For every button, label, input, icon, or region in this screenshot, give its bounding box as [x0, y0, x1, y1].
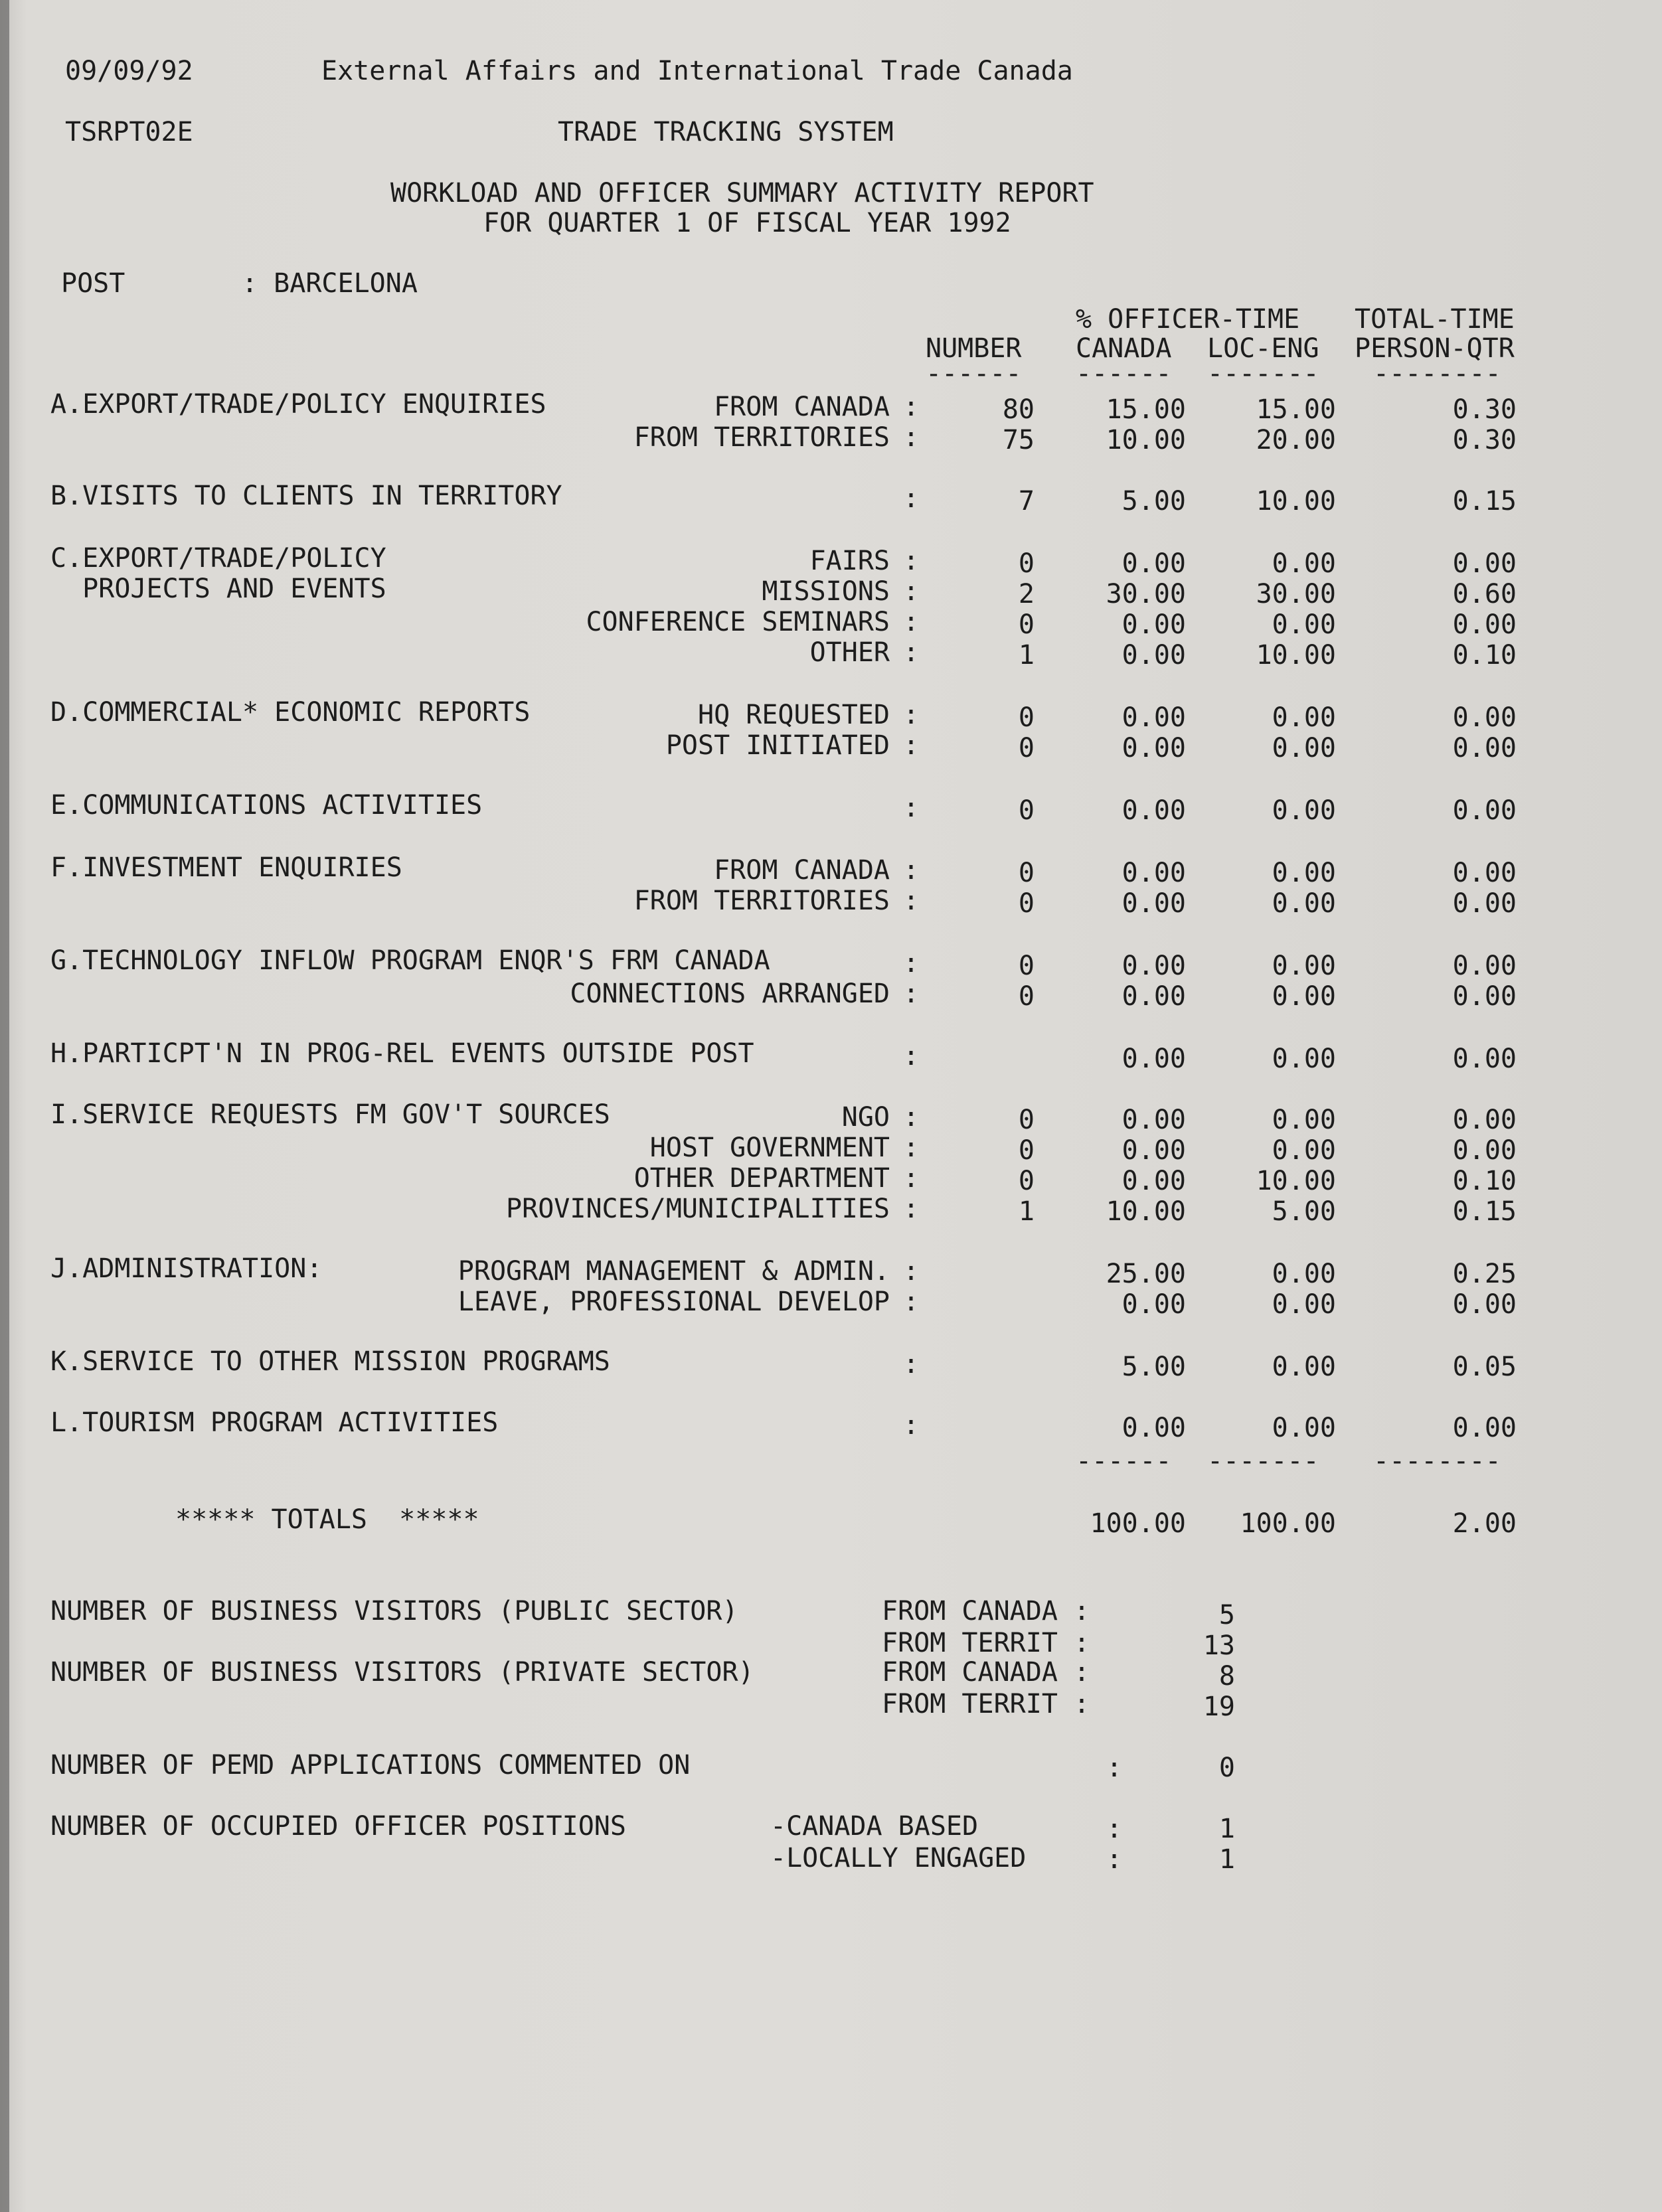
row-canada-pct: 10.00	[1106, 1196, 1186, 1227]
row-colon: :	[903, 1163, 920, 1194]
row-person-qtr: 0.00	[1452, 1105, 1517, 1135]
row-category: I.SERVICE REQUESTS FM GOV'T SOURCES	[50, 1099, 610, 1130]
row-loc-eng-pct: 0.00	[1272, 733, 1336, 763]
row-subcategory: OTHER	[809, 637, 890, 668]
row-canada-pct: 0.00	[1122, 702, 1186, 733]
row-canada-pct: 0.00	[1122, 1166, 1186, 1196]
row-subcategory: MISSIONS	[762, 576, 890, 607]
row-number: 75	[1002, 425, 1035, 455]
totals-rule: -------	[1207, 1446, 1319, 1476]
row-loc-eng-pct: 0.00	[1272, 1289, 1336, 1320]
row-loc-eng-pct: 0.00	[1272, 1105, 1336, 1135]
row-colon: :	[903, 855, 920, 886]
public-territ-value: 13	[1203, 1630, 1235, 1661]
loc-eng-header: LOC-ENG	[1207, 333, 1319, 364]
row-number: 7	[1018, 486, 1035, 516]
row-category: G.TECHNOLOGY INFLOW PROGRAM ENQR'S FRM CANADA	[50, 945, 770, 976]
positions-label: NUMBER OF OCCUPIED OFFICER POSITIONS	[50, 1811, 626, 1842]
department-name: External Affairs and International Trade Canada	[321, 56, 1073, 86]
row-canada-pct: 0.00	[1122, 640, 1186, 671]
row-person-qtr: 0.15	[1452, 1196, 1517, 1227]
row-person-qtr: 0.00	[1452, 795, 1517, 826]
row-person-qtr: 0.10	[1452, 1166, 1517, 1196]
row-canada-pct: 5.00	[1122, 1352, 1186, 1382]
pemd-value: 0	[1218, 1753, 1235, 1783]
row-subcategory: FROM TERRITORIES	[633, 422, 890, 453]
post-value: : BARCELONA	[242, 268, 418, 299]
header-rule: ------	[1076, 358, 1172, 389]
row-category: F.INVESTMENT ENQUIRIES	[50, 852, 402, 883]
row-loc-eng-pct: 10.00	[1256, 486, 1336, 516]
row-canada-pct: 0.00	[1122, 888, 1186, 919]
row-colon: :	[903, 392, 920, 422]
row-canada-pct: 0.00	[1122, 1289, 1186, 1320]
row-colon: :	[903, 793, 920, 823]
row-loc-eng-pct: 0.00	[1272, 548, 1336, 579]
row-loc-eng-pct: 0.00	[1272, 1352, 1336, 1382]
public-from-canada: FROM CANADA :	[882, 1596, 1090, 1626]
row-loc-eng-pct: 20.00	[1256, 425, 1336, 455]
row-canada-pct: 5.00	[1122, 486, 1186, 516]
row-canada-pct: 0.00	[1122, 733, 1186, 763]
row-colon: :	[903, 1256, 920, 1287]
row-loc-eng-pct: 0.00	[1272, 1259, 1336, 1289]
row-canada-pct: 25.00	[1106, 1259, 1186, 1289]
row-colon: :	[903, 948, 920, 979]
row-canada-pct: 0.00	[1122, 981, 1186, 1012]
row-category: B.VISITS TO CLIENTS IN TERRITORY	[50, 481, 562, 511]
row-category: J.ADMINISTRATION:	[50, 1253, 323, 1284]
row-person-qtr: 0.25	[1452, 1259, 1517, 1289]
row-subcategory: PROGRAM MANAGEMENT & ADMIN.	[457, 1256, 890, 1287]
row-number: 0	[1018, 1135, 1035, 1166]
row-person-qtr: 0.00	[1452, 609, 1517, 640]
totals-person-qtr: 2.00	[1452, 1508, 1517, 1539]
row-colon: :	[903, 1041, 920, 1071]
row-subcategory: FAIRS	[809, 546, 890, 576]
row-person-qtr: 0.00	[1452, 951, 1517, 981]
canada-header: CANADA	[1076, 333, 1172, 364]
row-category: PROJECTS AND EVENTS	[50, 574, 386, 604]
row-category: L.TOURISM PROGRAM ACTIVITIES	[50, 1407, 499, 1438]
canada-based-value: 1	[1218, 1814, 1235, 1844]
row-colon: :	[903, 1287, 920, 1317]
row-colon: :	[903, 546, 920, 576]
row-person-qtr: 0.00	[1452, 858, 1517, 888]
row-canada-pct: 30.00	[1106, 579, 1186, 609]
totals-loc-eng: 100.00	[1240, 1508, 1336, 1539]
row-colon: :	[903, 576, 920, 607]
row-canada-pct: 0.00	[1122, 609, 1186, 640]
row-loc-eng-pct: 0.00	[1272, 1135, 1336, 1166]
row-loc-eng-pct: 0.00	[1272, 981, 1336, 1012]
row-person-qtr: 0.00	[1452, 702, 1517, 733]
locally-engaged-label: -LOCALLY ENGAGED	[770, 1843, 1027, 1873]
row-loc-eng-pct: 0.00	[1272, 858, 1336, 888]
row-loc-eng-pct: 0.00	[1272, 1413, 1336, 1443]
row-colon: :	[903, 730, 920, 761]
post-label: POST	[61, 268, 125, 299]
row-number: 0	[1018, 548, 1035, 579]
row-colon: :	[903, 886, 920, 916]
row-colon: :	[903, 637, 920, 668]
row-person-qtr: 0.15	[1452, 486, 1517, 516]
row-number: 0	[1018, 888, 1035, 919]
pemd-label: NUMBER OF PEMD APPLICATIONS COMMENTED ON	[50, 1750, 691, 1780]
row-loc-eng-pct: 5.00	[1272, 1196, 1336, 1227]
totals-canada: 100.00	[1090, 1508, 1186, 1539]
row-subcategory: CONNECTIONS ARRANGED	[570, 979, 890, 1009]
locally-engaged-colon: :	[1106, 1844, 1123, 1875]
row-number: 0	[1018, 795, 1035, 826]
private-from-territ: FROM TERRIT :	[882, 1689, 1090, 1719]
total-time-header: TOTAL-TIME	[1355, 304, 1515, 335]
row-canada-pct: 0.00	[1122, 1044, 1186, 1074]
row-loc-eng-pct: 0.00	[1272, 1044, 1336, 1074]
row-colon: :	[903, 1102, 920, 1133]
row-person-qtr: 0.00	[1452, 1135, 1517, 1166]
row-subcategory: PROVINCES/MUNICIPALITIES	[506, 1194, 890, 1224]
row-number: 0	[1018, 858, 1035, 888]
totals-rule: ------	[1076, 1446, 1172, 1476]
row-subcategory: FROM TERRITORIES	[633, 886, 890, 916]
row-colon: :	[903, 422, 920, 453]
report-title: WORKLOAD AND OFFICER SUMMARY ACTIVITY REPORT	[390, 178, 1094, 208]
row-subcategory: NGO	[841, 1102, 890, 1133]
canada-based-colon: :	[1106, 1814, 1123, 1844]
private-from-canada: FROM CANADA :	[882, 1657, 1090, 1688]
row-loc-eng-pct: 0.00	[1272, 951, 1336, 981]
row-canada-pct: 0.00	[1122, 795, 1186, 826]
public-canada-value: 5	[1218, 1600, 1235, 1630]
report-code: TSRPT02E	[65, 117, 193, 147]
row-number: 0	[1018, 1105, 1035, 1135]
header-rule: ------	[926, 358, 1022, 389]
row-person-qtr: 0.00	[1452, 981, 1517, 1012]
row-number: 0	[1018, 1166, 1035, 1196]
person-qtr-header: PERSON-QTR	[1355, 333, 1515, 364]
row-subcategory: LEAVE, PROFESSIONAL DEVELOP	[457, 1287, 890, 1317]
row-loc-eng-pct: 0.00	[1272, 609, 1336, 640]
visitors-private-label: NUMBER OF BUSINESS VISITORS (PRIVATE SECTOR)	[50, 1657, 754, 1688]
row-number: 1	[1018, 640, 1035, 671]
row-person-qtr: 0.30	[1452, 394, 1517, 425]
row-loc-eng-pct: 10.00	[1256, 640, 1336, 671]
pemd-colon: :	[1106, 1753, 1123, 1783]
row-number: 1	[1018, 1196, 1035, 1227]
row-person-qtr: 0.00	[1452, 548, 1517, 579]
row-colon: :	[903, 483, 920, 514]
row-number: 80	[1002, 394, 1035, 425]
row-category: H.PARTICPT'N IN PROG-REL EVENTS OUTSIDE POST	[50, 1038, 754, 1069]
row-number: 0	[1018, 609, 1035, 640]
row-canada-pct: 0.00	[1122, 1413, 1186, 1443]
row-person-qtr: 0.60	[1452, 579, 1517, 609]
public-from-territ: FROM TERRIT :	[882, 1628, 1090, 1658]
row-canada-pct: 15.00	[1106, 394, 1186, 425]
row-subcategory: POST INITIATED	[665, 730, 890, 761]
locally-engaged-value: 1	[1218, 1844, 1235, 1875]
row-canada-pct: 0.00	[1122, 1135, 1186, 1166]
row-number: 0	[1018, 702, 1035, 733]
row-number: 0	[1018, 981, 1035, 1012]
visitors-public-label: NUMBER OF BUSINESS VISITORS (PUBLIC SECTOR)	[50, 1596, 738, 1626]
row-canada-pct: 0.00	[1122, 858, 1186, 888]
officer-time-header: % OFFICER-TIME	[1076, 304, 1300, 335]
row-canada-pct: 10.00	[1106, 425, 1186, 455]
row-category: C.EXPORT/TRADE/POLICY	[50, 543, 386, 574]
row-category: K.SERVICE TO OTHER MISSION PROGRAMS	[50, 1346, 610, 1377]
row-category: D.COMMERCIAL* ECONOMIC REPORTS	[50, 697, 531, 728]
row-colon: :	[903, 1410, 920, 1441]
row-canada-pct: 0.00	[1122, 1105, 1186, 1135]
row-person-qtr: 0.00	[1452, 888, 1517, 919]
row-colon: :	[903, 1349, 920, 1380]
row-subcategory: HQ REQUESTED	[698, 700, 890, 730]
row-subcategory: OTHER DEPARTMENT	[633, 1163, 890, 1194]
row-person-qtr: 0.00	[1452, 1044, 1517, 1074]
row-canada-pct: 0.00	[1122, 548, 1186, 579]
row-loc-eng-pct: 10.00	[1256, 1166, 1336, 1196]
row-number: 0	[1018, 951, 1035, 981]
totals-label: ***** TOTALS *****	[175, 1504, 479, 1535]
row-person-qtr: 0.00	[1452, 1413, 1517, 1443]
report-date: 09/09/92	[65, 56, 193, 86]
row-subcategory: FROM CANADA	[714, 392, 890, 422]
header-rule: --------	[1373, 358, 1501, 389]
row-subcategory: FROM CANADA	[714, 855, 890, 886]
row-colon: :	[903, 979, 920, 1009]
row-person-qtr: 0.00	[1452, 1289, 1517, 1320]
row-canada-pct: 0.00	[1122, 951, 1186, 981]
row-subcategory: HOST GOVERNMENT	[649, 1133, 890, 1163]
row-number: 2	[1018, 579, 1035, 609]
row-colon: :	[903, 607, 920, 637]
row-loc-eng-pct: 0.00	[1272, 795, 1336, 826]
row-category: A.EXPORT/TRADE/POLICY ENQUIRIES	[50, 389, 546, 420]
canada-based-label: -CANADA BASED	[770, 1811, 979, 1842]
row-loc-eng-pct: 30.00	[1256, 579, 1336, 609]
row-person-qtr: 0.10	[1452, 640, 1517, 671]
number-header: NUMBER	[926, 333, 1022, 364]
row-colon: :	[903, 1133, 920, 1163]
row-category: E.COMMUNICATIONS ACTIVITIES	[50, 790, 483, 821]
report-subtitle: FOR QUARTER 1 OF FISCAL YEAR 1992	[483, 208, 1011, 238]
row-number: 0	[1018, 733, 1035, 763]
row-subcategory: CONFERENCE SEMINARS	[586, 607, 890, 637]
private-territ-value: 19	[1203, 1692, 1235, 1722]
row-person-qtr: 0.00	[1452, 733, 1517, 763]
header-rule: -------	[1207, 358, 1319, 389]
row-colon: :	[903, 700, 920, 730]
system-name: TRADE TRACKING SYSTEM	[558, 117, 894, 147]
private-canada-value: 8	[1218, 1661, 1235, 1692]
row-loc-eng-pct: 0.00	[1272, 888, 1336, 919]
row-loc-eng-pct: 15.00	[1256, 394, 1336, 425]
row-colon: :	[903, 1194, 920, 1224]
row-person-qtr: 0.05	[1452, 1352, 1517, 1382]
totals-rule: --------	[1373, 1446, 1501, 1476]
row-loc-eng-pct: 0.00	[1272, 702, 1336, 733]
row-person-qtr: 0.30	[1452, 425, 1517, 455]
scan-edge	[0, 0, 9, 2212]
